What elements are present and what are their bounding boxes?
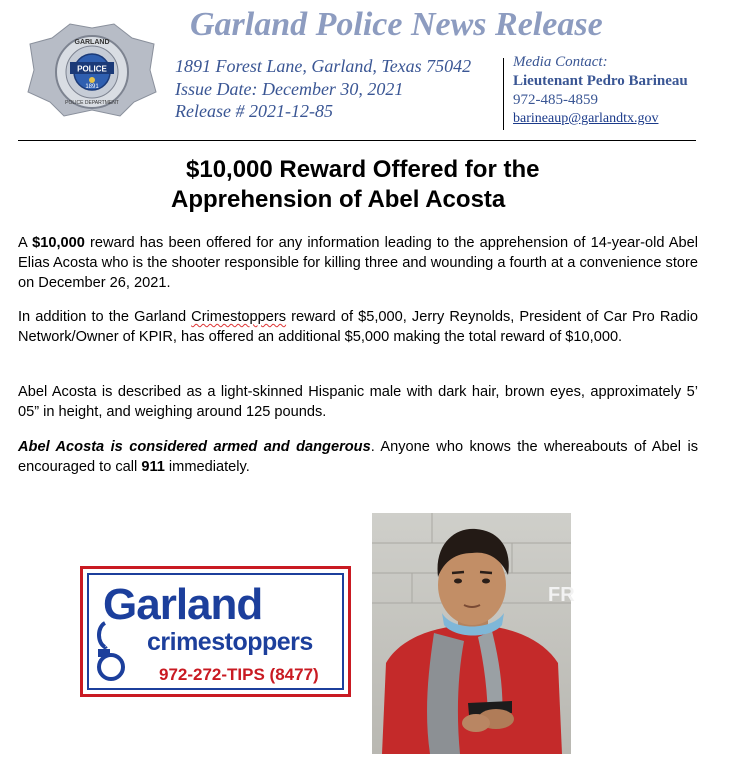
- badge-number: 1891: [85, 84, 99, 90]
- armed-dangerous-warning: Abel Acosta is considered armed and dangerous: [18, 439, 371, 455]
- crimestoppers-phone: 972-272-TIPS (8477): [159, 665, 319, 684]
- police-badge-logo: [22, 22, 162, 120]
- media-contact-name: Lieutenant Pedro Barineau: [513, 73, 688, 89]
- reward-amount: $10,000: [32, 235, 85, 251]
- crimestoppers-text: crimestoppers: [147, 628, 313, 656]
- paragraph-additional-reward: In addition to the Garland Crimestoppers reward of $5,000, Jerry Reynolds, President of Car Pro Radio Network/Owner of KPIR, has offered an additional $5,000 making the total reward of $10,000.: [18, 309, 698, 345]
- headline-line-1: $10,000 Reward Offered for the: [186, 156, 540, 183]
- spellcheck-flagged-word: Crimestoppers: [191, 309, 287, 325]
- badge-bottom-text: POLICE DEPARTMENT: [65, 100, 119, 106]
- crimestoppers-garland-text: Garland: [103, 580, 263, 629]
- crimestoppers-logo: [80, 566, 351, 697]
- paragraph-description: Abel Acosta is described as a light-skinned Hispanic male with dark hair, brown eyes, approximately 5’ 05” in height, and weighing around 125 pounds.: [18, 384, 698, 420]
- suspect-photo: [372, 513, 575, 754]
- headline: [18, 155, 738, 215]
- address: 1891 Forest Lane, Garland, Texas 75042: [175, 56, 472, 76]
- paragraph-reward: A $10,000 reward has been offered for any information leading to the apprehension of 14-year-old Abel Elias Acosta who is the shooter responsible for killing three and wounding a fourth at a convenience store on December 26, 2021.: [18, 235, 698, 291]
- issue-date: Issue Date: December 30, 2021: [175, 79, 404, 99]
- headline-line-2: Apprehension of Abel Acosta: [171, 186, 506, 213]
- release-number: Release # 2021-12-85: [175, 101, 333, 121]
- media-contact-email-link[interactable]: barineaup@garlandtx.gov: [513, 111, 659, 126]
- media-contact-label: Media Contact:: [513, 54, 608, 70]
- badge-center-text: POLICE: [77, 64, 107, 74]
- release-title: Garland Police News Release: [190, 6, 603, 43]
- header-rule: [18, 140, 696, 141]
- paragraph-warning: Abel Acosta is considered armed and dangerous. Anyone who knows the whereabouts of Abel is encouraged to call 911 immediately.: [18, 439, 698, 475]
- badge-top-text: GARLAND: [74, 39, 110, 46]
- media-contact-phone: 972-485-4859: [513, 92, 598, 108]
- emergency-number: 911: [141, 459, 165, 475]
- header-divider: [503, 58, 504, 130]
- photo-overlay-text: FR: [548, 584, 575, 606]
